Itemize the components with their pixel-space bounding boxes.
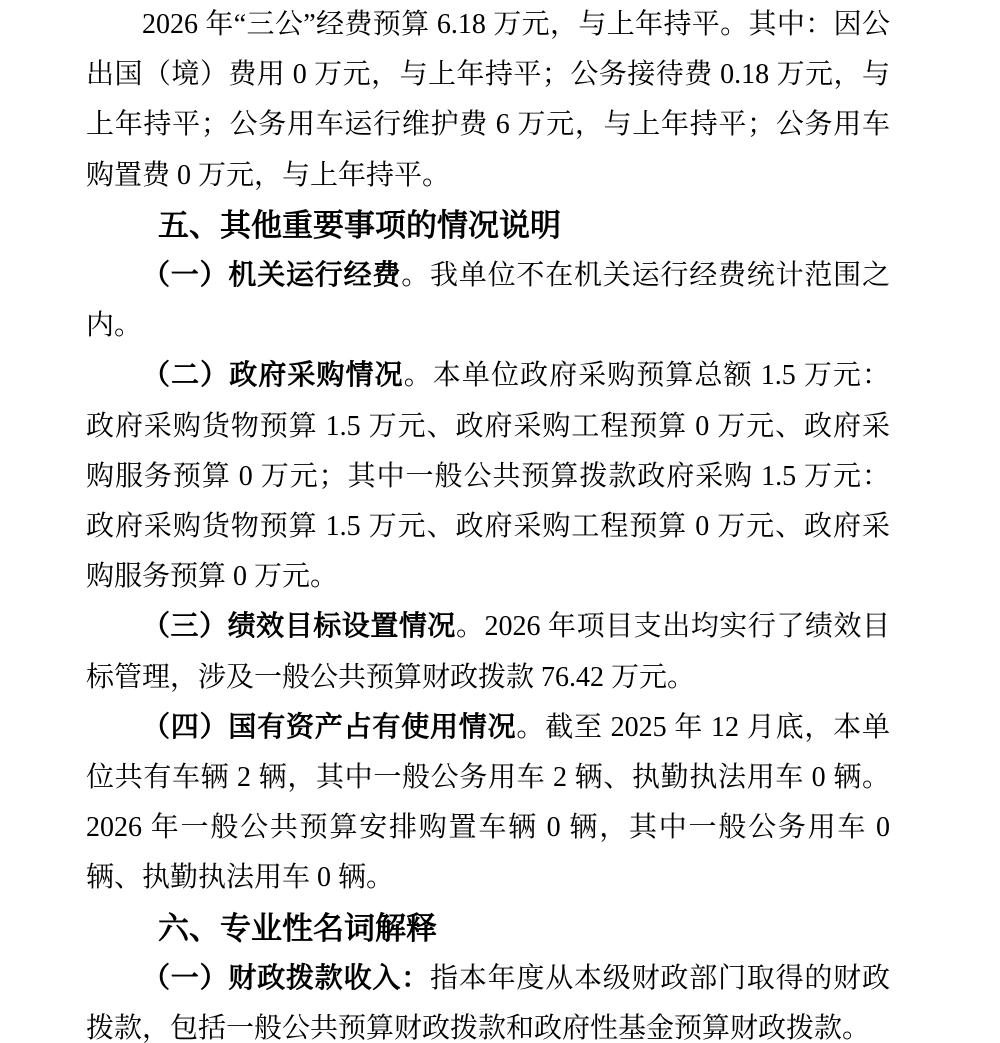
text-run: 。本单位政府采购预算总额 1.5 万元：政府采购货物预算 1.5 万元、政府采购工程预算 0 万元、政府采购服务预算 0 万元；其中一般公共预算拨款政府采购 1.5 万元：政府采购货物预算 1.5 万元、政府采购工程预算 0 万元、政府采购服务预算 0 万元。 [86, 360, 890, 593]
text-run: 。截至 2025 年 12 月底，本单位共有车辆 2 辆，其中一般公务用车 2 辆、执勤执法用车 0 辆。2026 年一般公共预算安排购置车辆 0 辆，其中一般公务用车 0 辆、执勤执法用车 0 辆。 [86, 711, 890, 894]
body-paragraph [86, 351, 890, 602]
text-run: 2026 年“三公”经费预算 6.18 万元，与上年持平。其中：因公出国（境）费用 0 万元，与上年持平；公务接待费 0.18 万元，与上年持平；公务用车运行维护费 6 万元，与上年持平；公务用车购置费 0 万元，与上年持平。 [86, 9, 890, 191]
text-run: 。2026 年项目支出均实行了绩效目标管理，涉及一般公共预算财政拨款 76.42 万元。 [86, 611, 890, 693]
text-run-bold: （四）国有资产占有使用情况 [142, 711, 517, 743]
section-heading [86, 201, 890, 251]
text-run-bold: （三）绩效目标设置情况 [142, 611, 456, 643]
body-paragraph [86, 602, 890, 702]
body-paragraph [86, 251, 890, 351]
text-run: 指本年度从本级财政部门取得的财政拨款，包括一般公共预算财政拨款和政府性基金预算财政拨款。 [86, 962, 890, 1043]
section-heading [86, 904, 890, 954]
text-run-bold: （二）政府采购情况 [142, 360, 404, 392]
text-run-bold: 五、其他重要事项的情况说明 [158, 207, 561, 243]
text-run: 。我单位不在机关运行经费统计范围之内。 [86, 260, 890, 342]
body-paragraph [86, 0, 890, 201]
body-paragraph [86, 703, 890, 904]
text-run-bold: （一）财政拨款收入： [142, 962, 430, 994]
document-body [86, 0, 890, 1043]
text-run-bold: 六、专业性名词解释 [158, 910, 437, 946]
text-run-bold: （一）机关运行经费 [142, 260, 402, 292]
body-paragraph [86, 954, 890, 1043]
